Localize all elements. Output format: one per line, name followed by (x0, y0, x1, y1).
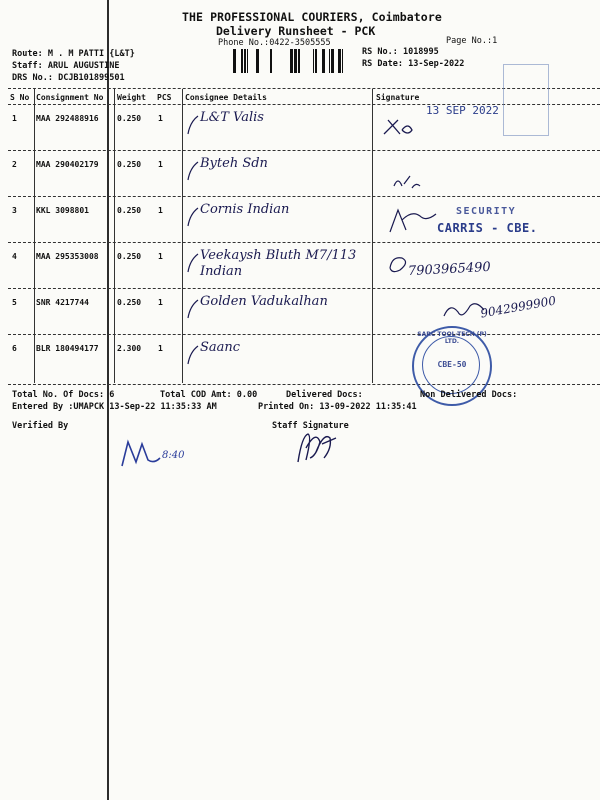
cod-label: Total COD Amt: (160, 390, 232, 400)
staff-value: ARUL AUGUSTINE (47, 61, 120, 71)
row-separator (8, 150, 600, 151)
row-sno: 3 (12, 206, 17, 215)
page-value: 1 (492, 36, 498, 46)
row-consignee-handwritten: Veekaysh Bluth M7/113 Indian (200, 248, 357, 279)
table-bottom-rule (8, 384, 600, 385)
row-pcs: 1 (158, 298, 163, 307)
verified-mark: 8:40 (162, 450, 185, 461)
signature-row2 (390, 170, 430, 192)
row-tick-mark (184, 296, 200, 320)
date-stamp: 13 SEP 2022 (426, 104, 499, 117)
rs-no-label: RS No.: (362, 47, 398, 57)
row-tick-mark (184, 158, 200, 182)
carris-stamp: CARRIS - CBE. (437, 221, 538, 235)
barcode-bar (338, 49, 341, 73)
verified-by-label: Verified By (12, 421, 69, 431)
row-pcs: 1 (158, 206, 163, 215)
barcode-bar (294, 49, 297, 73)
row-pcs: 1 (158, 344, 163, 353)
barcode (230, 49, 356, 73)
non-delivered-docs-label: Non Delivered Docs: (420, 390, 518, 400)
row-consignee-handwritten: L&T Valis (200, 110, 264, 125)
seal-city: CBE-50 (437, 360, 467, 369)
row-sno: 1 (12, 114, 17, 123)
row-consignment: KKL 3098801 (36, 206, 89, 215)
row-separator (8, 196, 600, 197)
row-consignment: MAA 295353008 (36, 252, 99, 261)
rs-no-value: 1018995 (402, 47, 439, 57)
staff-signature (292, 428, 342, 468)
row-pcs: 1 (158, 114, 163, 123)
row-weight: 0.250 (117, 298, 142, 307)
printed-label: Printed On: (258, 402, 315, 412)
barcode-bar (270, 49, 272, 73)
drs-label: DRS No.: (12, 73, 53, 83)
staff-label: Staff: (12, 61, 43, 71)
row-weight: 0.250 (117, 160, 142, 169)
barcode-bar (329, 49, 330, 73)
signature-row1 (380, 112, 420, 142)
row-consignment: MAA 292488916 (36, 114, 99, 123)
row-consignment: BLR 180494177 (36, 344, 99, 353)
staff-signature-label: Staff Signature (272, 421, 349, 431)
company-name: THE PROFESSIONAL COURIERS, Coimbatore (182, 10, 442, 24)
phone-label: Phone No.: (218, 38, 270, 48)
printed-on: 13-09-2022 11:35:41 (319, 402, 417, 412)
row-pcs: 1 (158, 160, 163, 169)
phone-number: 0422-3505555 (269, 38, 331, 48)
total-cod (160, 390, 257, 400)
row-separator (8, 242, 600, 243)
barcode-bar (233, 49, 236, 73)
page-fold-line (107, 0, 109, 800)
row-pcs: 1 (158, 252, 163, 261)
drs-line (12, 73, 125, 83)
total-docs-value: 6 (109, 390, 115, 400)
barcode-bar (247, 49, 248, 73)
barcode-bar (244, 49, 246, 73)
route-value: M . M PATTI {L&T} (47, 49, 135, 59)
barcode-bar (290, 49, 293, 73)
total-docs-label: Total No. Of Docs: (12, 390, 105, 400)
row-separator (8, 288, 600, 289)
row-separator (8, 334, 600, 335)
row-tick-mark (184, 342, 200, 366)
rs-date-label: RS Date: (362, 59, 403, 69)
entered-label: Entered By : (12, 402, 74, 412)
barcode-bar (315, 49, 317, 73)
row-consignment: MAA 290402179 (36, 160, 99, 169)
entered-at: 13-Sep-22 11:35:33 AM (109, 402, 217, 412)
rs-date-value: 13-Sep-2022 (408, 59, 465, 69)
rs-number-line (362, 47, 439, 57)
row-sno: 4 (12, 252, 17, 261)
barcode-bar (331, 49, 334, 73)
total-docs (12, 390, 114, 400)
col-rule-4 (372, 89, 373, 383)
route-label: Route: (12, 49, 43, 59)
entered-by-line (12, 402, 217, 412)
row-weight: 0.250 (117, 114, 142, 123)
row-consignment: SNR 4217744 (36, 298, 89, 307)
row-consignee-handwritten: Saanc (200, 340, 241, 355)
barcode-bar (322, 49, 325, 73)
entered-by: UMAPCK (73, 402, 105, 412)
delivered-stamp-frame (503, 64, 549, 136)
phone-line (218, 38, 331, 48)
row-consignee-handwritten: Byteh Sdn (200, 156, 268, 171)
security-stamp: SECURITY (456, 206, 517, 217)
row-tick-mark (184, 112, 200, 136)
barcode-bar (313, 49, 314, 73)
row-weight: 2.300 (117, 344, 142, 353)
row-sno: 5 (12, 298, 17, 307)
barcode-bar (298, 49, 300, 73)
document-title: Delivery Runsheet - PCK (216, 24, 376, 38)
verified-signature (118, 436, 164, 470)
seal-text: SARC TOOL-TECH (P) LTD. (417, 331, 487, 345)
row-tick-mark (184, 204, 200, 228)
drs-value: DCJB101899501 (58, 73, 125, 83)
row-tick-mark (184, 250, 200, 274)
row-weight: 0.250 (117, 206, 142, 215)
delivered-docs-label: Delivered Docs: (286, 390, 363, 400)
rs-date-line (362, 59, 464, 69)
row-consignee-handwritten: Golden Vadukalhan (200, 294, 328, 309)
page-number (446, 36, 497, 46)
row-sno: 2 (12, 160, 17, 169)
page-label: Page No.: (446, 36, 493, 46)
staff-line (12, 61, 120, 71)
printed-on-line (258, 402, 417, 412)
col-rule-3 (182, 89, 183, 383)
col-header-pcs: PCS (157, 93, 172, 102)
row-weight: 0.250 (117, 252, 142, 261)
route-line (12, 49, 135, 59)
col-header-consignment: Consignment No (36, 93, 104, 102)
barcode-bar (241, 49, 243, 73)
row-consignee-handwritten: Cornis Indian (200, 202, 290, 217)
col-header-sno: S No (10, 93, 30, 102)
col-header-weight: Weight (117, 93, 146, 102)
col-header-consignee: Consignee Details (185, 93, 267, 102)
phone-handwritten-row4: 7903965490 (407, 259, 492, 280)
col-rule-2 (114, 89, 115, 383)
cod-value: 0.00 (236, 390, 258, 400)
phone-handwritten-row5: 9042999900 (479, 293, 557, 321)
col-header-signature: Signature (376, 93, 420, 102)
barcode-bar (256, 49, 259, 73)
col-rule-1 (34, 89, 35, 383)
row-sno: 6 (12, 344, 17, 353)
barcode-bar (342, 49, 343, 73)
